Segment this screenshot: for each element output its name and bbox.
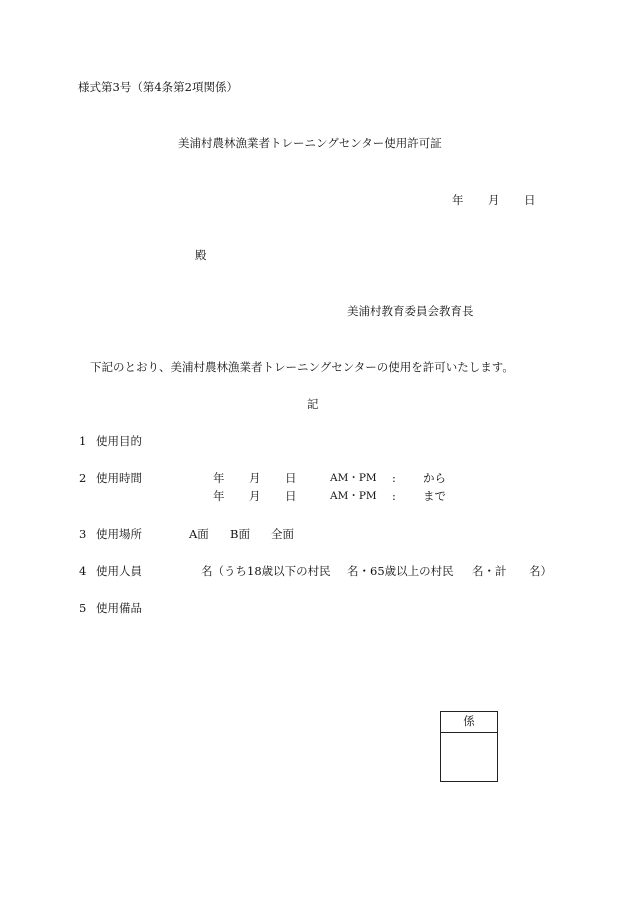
place-option-b: B面 xyxy=(230,527,250,541)
time-start-month: 月 xyxy=(249,471,261,485)
time-start-day: 日 xyxy=(285,471,297,485)
stamp-box-seal-area xyxy=(441,733,497,783)
item-number: 4 xyxy=(79,564,87,578)
time-start-ampm: AM・PM xyxy=(330,472,377,484)
people-part-2: 名・65歳以上の村民 xyxy=(347,564,454,578)
item-number: 1 xyxy=(79,434,87,448)
item-label: 使用人員 xyxy=(96,564,142,578)
time-end-day: 日 xyxy=(285,489,297,503)
document-title: 美浦村農林漁業者トレーニングセンター使用許可証 xyxy=(178,136,442,150)
stamp-box xyxy=(440,711,498,782)
item-label: 使用目的 xyxy=(96,434,142,448)
time-end-month: 月 xyxy=(249,489,261,503)
time-end-colon: : xyxy=(392,489,396,503)
people-part-1: 名（うち18歳以下の村民 xyxy=(201,564,331,578)
item-number: 5 xyxy=(79,601,87,615)
item-label: 使用時間 xyxy=(96,471,142,485)
item-label: 使用場所 xyxy=(96,527,142,541)
ki-heading: 記 xyxy=(307,397,319,411)
stamp-box-label: 係 xyxy=(441,712,497,733)
item-number: 2 xyxy=(79,471,87,485)
item-label: 使用備品 xyxy=(96,601,142,615)
time-start-year: 年 xyxy=(213,471,225,485)
people-part-3: 名・計 xyxy=(472,564,507,578)
form-number: 様式第3号（第4条第2項関係） xyxy=(78,80,238,94)
time-start-suffix: から xyxy=(423,471,446,485)
time-end-ampm: AM・PM xyxy=(330,490,377,502)
issuer: 美浦村教育委員会教育長 xyxy=(347,304,474,318)
date-day: 日 xyxy=(524,193,536,207)
date-year: 年 xyxy=(452,193,464,207)
item-number: 3 xyxy=(79,527,87,541)
addressee-suffix: 殿 xyxy=(195,248,207,262)
body-text: 下記のとおり、美浦村農林漁業者トレーニングセンターの使用を許可いたします。 xyxy=(90,360,514,374)
time-end-year: 年 xyxy=(213,489,225,503)
place-option-all: 全面 xyxy=(271,527,294,541)
time-start-colon: : xyxy=(392,471,396,485)
people-part-4: 名） xyxy=(529,564,552,578)
time-end-suffix: まで xyxy=(423,489,446,503)
place-option-a: A面 xyxy=(189,527,209,541)
date-month: 月 xyxy=(488,193,500,207)
